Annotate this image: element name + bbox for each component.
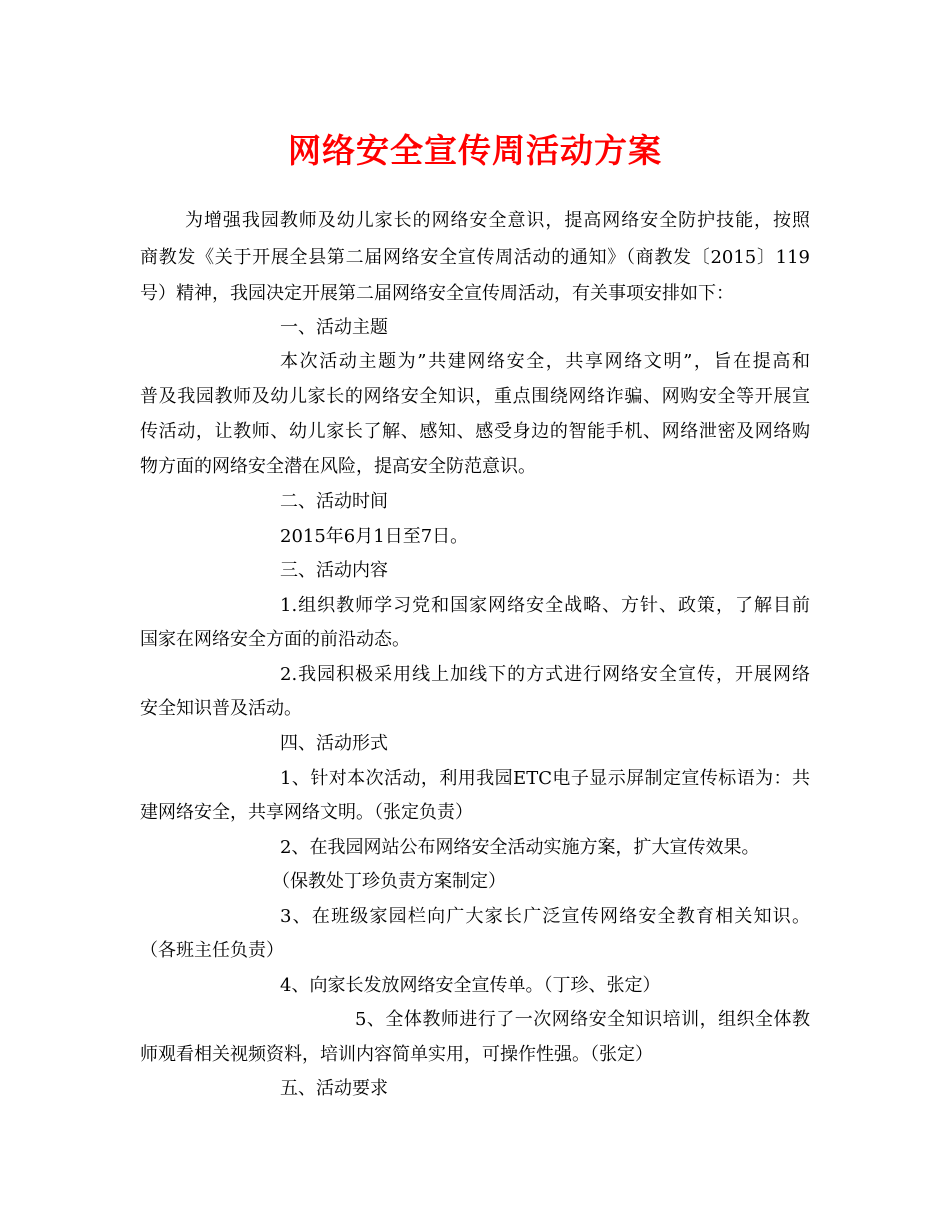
section3-item2-line-2: 安全知识普及活动。 (140, 698, 302, 719)
section4-item4: 4、向家长发放网络安全宣传单。（丁珍、张定） (280, 975, 661, 996)
section1-line-2: 普及我园教师及幼儿家长的网络安全知识，重点围绕网络诈骗、网购安全等开展宣 (140, 386, 810, 407)
section2-heading: 二、活动时间 (280, 491, 388, 512)
intro-line-2: 商教发《关于开展全县第二届网络安全宣传周活动的通知》（商教发〔2015〕119 (140, 247, 810, 268)
section1-line-4: 物方面的网络安全潜在风险，提高安全防范意识。 (140, 456, 536, 477)
section4-item3-line-2: （各班主任负责） (140, 940, 284, 961)
section4-item1-line-1: 1、针对本次活动，利用我园ETC电子显示屏制定宣传标语为：共 (280, 768, 810, 789)
intro-line-3: 号）精神，我园决定开展第二届网络安全宣传周活动，有关事项安排如下： (140, 283, 734, 304)
section4-item2-line-1: 2、在我园网站公布网络安全活动实施方案，扩大宣传效果。 (280, 837, 760, 858)
section3-heading: 三、活动内容 (280, 560, 388, 581)
section3-item2-line-1: 2.我园积极采用线上加线下的方式进行网络安全宣传，开展网络 (280, 664, 810, 685)
section4-item1-line-2: 建网络安全，共享网络文明。（张定负责） (140, 802, 473, 823)
section3-item1-line-1: 1.组织教师学习党和国家网络安全战略、方针、政策，了解目前 (280, 595, 810, 616)
section2-date: 2015年6月1日至7日。 (280, 526, 469, 547)
section1-line-1: 本次活动主题为”共建网络安全，共享网络文明”，旨在提高和 (280, 351, 810, 372)
intro-line-1: 为增强我园教师及幼儿家长的网络安全意识，提高网络安全防护技能，按照 (185, 210, 810, 231)
section1-line-3: 传活动，让教师、幼儿家长了解、感知、感受身边的智能手机、网络泄密及网络购 (140, 421, 810, 442)
section4-item2-line-2: （保教处丁珍负责方案制定） (272, 871, 506, 892)
section5-heading: 五、活动要求 (280, 1078, 388, 1099)
document-title: 网络安全宣传周活动方案 (288, 131, 662, 170)
section4-item3-line-1: 3、在班级家园栏向广大家长广泛宣传网络安全教育相关知识。 (280, 906, 810, 927)
section3-item1-line-2: 国家在网络安全方面的前沿动态。 (140, 629, 410, 650)
section4-item5-line-2: 师观看相关视频资料，培训内容简单实用，可操作性强。（张定） (140, 1044, 653, 1065)
section4-item5-line-1: 5、全体教师进行了一次网络安全知识培训，组织全体教 (355, 1009, 810, 1030)
section1-heading: 一、活动主题 (280, 317, 388, 338)
section4-heading: 四、活动形式 (280, 733, 388, 754)
